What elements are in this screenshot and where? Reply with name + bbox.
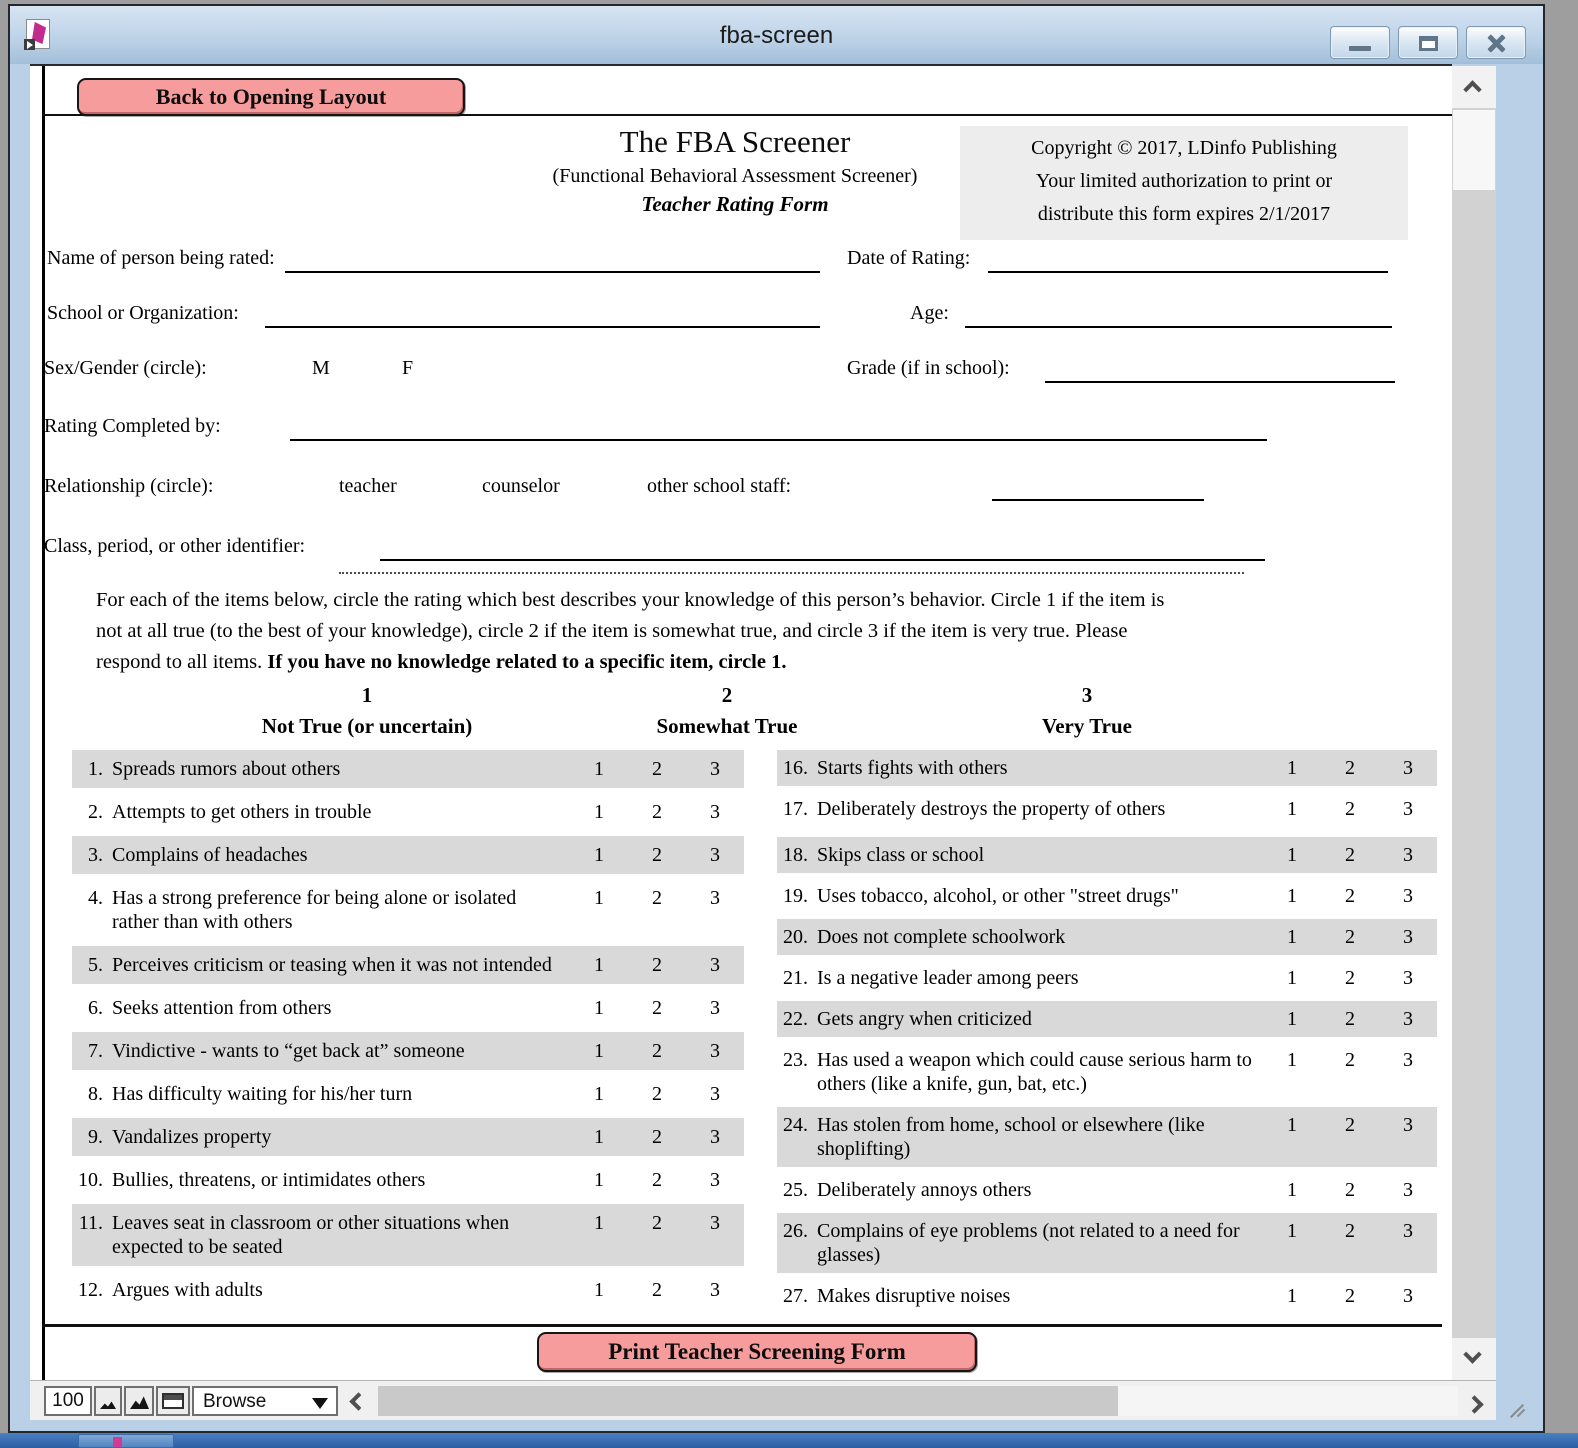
rating-1[interactable]: 1 bbox=[1287, 757, 1297, 779]
vertical-scrollbar[interactable] bbox=[1452, 66, 1496, 1380]
rating-1[interactable]: 1 bbox=[594, 954, 604, 976]
class-identifier-field-line[interactable] bbox=[380, 535, 1265, 561]
item-number: 9. bbox=[88, 1126, 103, 1148]
rating-3[interactable]: 3 bbox=[710, 1083, 720, 1105]
rating-3[interactable]: 3 bbox=[710, 997, 720, 1019]
relationship-option-other[interactable]: other school staff: bbox=[647, 475, 792, 497]
rating-1[interactable]: 1 bbox=[594, 1126, 604, 1148]
grade-label: Grade (if in school): bbox=[847, 357, 1010, 379]
rating-2[interactable]: 2 bbox=[652, 758, 662, 780]
rating-1[interactable]: 1 bbox=[1287, 844, 1297, 866]
completed-by-field-line[interactable] bbox=[290, 415, 1267, 441]
mode-dropdown[interactable] bbox=[192, 1386, 338, 1416]
rating-1[interactable]: 1 bbox=[594, 758, 604, 780]
instructions-line3: respond to all items. If you have no knowledge related to a specific item, circle 1. bbox=[96, 651, 787, 673]
rating-1[interactable]: 1 bbox=[1287, 1179, 1297, 1201]
rating-3[interactable]: 3 bbox=[1403, 1285, 1413, 1307]
rating-2[interactable]: 2 bbox=[1345, 926, 1355, 948]
item-row-10 bbox=[72, 1161, 744, 1199]
item-text: Seeks attention from others bbox=[112, 997, 332, 1019]
row-sex-grade bbox=[30, 357, 1452, 387]
rating-1[interactable]: 1 bbox=[1287, 1049, 1297, 1071]
grade-field-line[interactable] bbox=[1045, 357, 1395, 383]
item-number: 25. bbox=[783, 1179, 808, 1201]
zoom-out-button[interactable] bbox=[94, 1386, 122, 1416]
rating-1[interactable]: 1 bbox=[1287, 1220, 1297, 1242]
item-number: 22. bbox=[783, 1008, 808, 1030]
chevron-up-icon bbox=[1463, 80, 1481, 98]
rating-3[interactable]: 3 bbox=[710, 801, 720, 823]
item-number: 17. bbox=[783, 798, 808, 820]
rating-2[interactable]: 2 bbox=[652, 997, 662, 1019]
rating-2[interactable]: 2 bbox=[1345, 1285, 1355, 1307]
rating-2[interactable]: 2 bbox=[1345, 967, 1355, 989]
name-label: Name of person being rated: bbox=[47, 247, 275, 269]
item-number: 20. bbox=[783, 926, 808, 948]
item-row-24 bbox=[777, 1107, 1437, 1167]
scale-value-1: 1 bbox=[361, 683, 373, 707]
item-text: Has stolen from home, school or elsewhere (like shoplifting) bbox=[817, 1114, 1205, 1160]
item-number: 26. bbox=[783, 1220, 808, 1242]
item-text: Vindictive - wants to “get back at” someone bbox=[112, 1040, 465, 1062]
item-row-8 bbox=[72, 1075, 744, 1113]
item-row-11 bbox=[72, 1204, 744, 1266]
item-text: Spreads rumors about others bbox=[112, 758, 341, 780]
item-text: Complains of eye problems (not related to a need for glasses) bbox=[817, 1220, 1240, 1266]
item-row-20 bbox=[777, 919, 1437, 955]
item-text: Gets angry when criticized bbox=[817, 1008, 1032, 1030]
rating-1[interactable]: 1 bbox=[594, 1040, 604, 1062]
status-bar bbox=[30, 1380, 1496, 1420]
rating-2[interactable]: 2 bbox=[1345, 757, 1355, 779]
rating-3[interactable]: 3 bbox=[710, 758, 720, 780]
item-number: 21. bbox=[783, 967, 808, 989]
chevron-down-icon bbox=[1463, 1345, 1481, 1363]
row-class-identifier bbox=[30, 535, 1452, 565]
item-text: Complains of headaches bbox=[112, 844, 308, 866]
item-text: Deliberately destroys the property of others bbox=[817, 798, 1166, 820]
rating-3[interactable]: 3 bbox=[710, 1169, 720, 1191]
item-row-17 bbox=[777, 791, 1437, 827]
rating-3[interactable]: 3 bbox=[710, 887, 720, 909]
rating-3[interactable]: 3 bbox=[1403, 1008, 1413, 1030]
scale-value-2: 2 bbox=[721, 683, 733, 707]
rating-3[interactable]: 3 bbox=[710, 954, 720, 976]
relationship-option-teacher[interactable]: teacher bbox=[339, 475, 397, 497]
item-row-25 bbox=[777, 1172, 1437, 1208]
relationship-other-field-line[interactable] bbox=[992, 475, 1204, 501]
item-text: Does not complete schoolwork bbox=[817, 926, 1066, 948]
item-row-26 bbox=[777, 1213, 1437, 1273]
rating-1[interactable]: 1 bbox=[1287, 1285, 1297, 1307]
taskbar-app-icon bbox=[113, 1437, 122, 1447]
rating-2[interactable]: 2 bbox=[1345, 798, 1355, 820]
item-number: 27. bbox=[783, 1285, 808, 1307]
rating-2[interactable]: 2 bbox=[1345, 1179, 1355, 1201]
rating-2[interactable]: 2 bbox=[652, 1169, 662, 1191]
rating-3[interactable]: 3 bbox=[1403, 926, 1413, 948]
horizontal-scrollbar-thumb[interactable] bbox=[378, 1386, 1118, 1416]
rating-1[interactable]: 1 bbox=[594, 801, 604, 823]
window-title: fba-screen bbox=[719, 22, 834, 49]
rating-2[interactable]: 2 bbox=[652, 1126, 662, 1148]
item-row-16 bbox=[777, 750, 1437, 786]
rating-3[interactable]: 3 bbox=[710, 1126, 720, 1148]
item-number: 18. bbox=[783, 844, 808, 866]
scale-label-not-true: Not True (or uncertain) bbox=[261, 714, 473, 738]
item-row-18 bbox=[777, 837, 1437, 873]
row-name-date bbox=[30, 247, 1452, 277]
layout-mode-button[interactable] bbox=[156, 1386, 190, 1416]
scale-label-somewhat-true: Somewhat True bbox=[656, 714, 798, 738]
item-number: 4. bbox=[88, 887, 103, 909]
copyright-line2: Your limited authorization to print or bbox=[1035, 170, 1333, 192]
item-row-1 bbox=[72, 750, 744, 788]
sex-option-m[interactable]: M bbox=[312, 357, 330, 379]
item-text: Makes disruptive noises bbox=[817, 1285, 1011, 1307]
copyright-line1: Copyright © 2017, LDinfo Publishing bbox=[1031, 137, 1337, 159]
instructions-line1: For each of the items below, circle the rating which best describes your knowledge of this person’s behavior. Circle 1 if the item is bbox=[96, 589, 1165, 611]
age-label: Age: bbox=[910, 302, 949, 324]
item-row-7 bbox=[72, 1032, 744, 1070]
item-text: Attempts to get others in trouble bbox=[112, 801, 372, 823]
scroll-down-button[interactable] bbox=[1452, 1338, 1496, 1380]
rating-1[interactable]: 1 bbox=[1287, 967, 1297, 989]
item-text: Skips class or school bbox=[817, 844, 985, 866]
item-text: Bullies, threatens, or intimidates others bbox=[112, 1169, 426, 1191]
item-row-12 bbox=[72, 1271, 744, 1309]
school-label: School or Organization: bbox=[47, 302, 239, 324]
relationship-option-counselor[interactable]: counselor bbox=[482, 475, 560, 497]
item-number: 1. bbox=[88, 758, 103, 780]
chevron-right-icon bbox=[1465, 1395, 1483, 1413]
rating-1[interactable]: 1 bbox=[594, 887, 604, 909]
item-text: Perceives criticism or teasing when it was not intended bbox=[112, 954, 552, 976]
maximize-button[interactable] bbox=[1398, 26, 1458, 59]
form-subtitle: (Functional Behavioral Assessment Screener) bbox=[552, 165, 918, 187]
item-row-23 bbox=[777, 1042, 1437, 1102]
rating-2[interactable]: 2 bbox=[652, 1212, 662, 1234]
form-title: The FBA Screener bbox=[619, 124, 851, 159]
scroll-left-button[interactable] bbox=[344, 1386, 374, 1416]
item-row-4 bbox=[72, 879, 744, 941]
item-number: 11. bbox=[78, 1212, 103, 1234]
rating-2[interactable]: 2 bbox=[652, 954, 662, 976]
items-column-left bbox=[72, 750, 744, 1314]
rating-3[interactable]: 3 bbox=[1403, 798, 1413, 820]
item-row-6 bbox=[72, 989, 744, 1027]
print-teacher-screening-form-button[interactable]: Print Teacher Screening Form bbox=[537, 1332, 977, 1372]
rating-3[interactable]: 3 bbox=[710, 1212, 720, 1234]
taskbar-app-button[interactable] bbox=[78, 1434, 174, 1448]
rating-2[interactable]: 2 bbox=[652, 844, 662, 866]
item-row-9 bbox=[72, 1118, 744, 1156]
back-to-opening-layout-button[interactable]: Back to Opening Layout bbox=[77, 78, 465, 116]
age-field-line[interactable] bbox=[965, 302, 1392, 328]
instructions bbox=[96, 585, 1376, 678]
rating-1[interactable]: 1 bbox=[594, 1279, 604, 1301]
rating-1[interactable]: 1 bbox=[594, 1169, 604, 1191]
copyright-line3: distribute this form expires 2/1/2017 bbox=[1037, 203, 1331, 225]
item-text: Argues with adults bbox=[112, 1279, 263, 1301]
item-row-19 bbox=[777, 878, 1437, 914]
completed-by-label: Rating Completed by: bbox=[44, 415, 221, 437]
rating-1[interactable]: 1 bbox=[594, 997, 604, 1019]
item-number: 2. bbox=[88, 801, 103, 823]
rating-1[interactable]: 1 bbox=[1287, 1114, 1297, 1136]
item-number: 23. bbox=[783, 1049, 808, 1071]
rating-3[interactable]: 3 bbox=[1403, 757, 1413, 779]
item-text: Has difficulty waiting for his/her turn bbox=[112, 1083, 413, 1105]
item-number: 6. bbox=[88, 997, 103, 1019]
resize-grip[interactable] bbox=[1506, 1398, 1528, 1418]
row-school-age bbox=[30, 302, 1452, 332]
layout-icon bbox=[162, 1393, 184, 1409]
close-button[interactable] bbox=[1466, 26, 1526, 59]
rating-1[interactable]: 1 bbox=[594, 844, 604, 866]
copyright-box bbox=[960, 126, 1408, 240]
school-field-line[interactable] bbox=[265, 302, 820, 328]
item-number: 5. bbox=[88, 954, 103, 976]
item-number: 24. bbox=[783, 1114, 808, 1136]
title-bar[interactable] bbox=[10, 6, 1543, 64]
rating-2[interactable]: 2 bbox=[652, 1040, 662, 1062]
item-text: Leaves seat in classroom or other situations when expected to be seated bbox=[112, 1212, 510, 1258]
rating-1[interactable]: 1 bbox=[594, 1212, 604, 1234]
sex-option-f[interactable]: F bbox=[402, 357, 414, 379]
rating-3[interactable]: 3 bbox=[710, 1040, 720, 1062]
form-page bbox=[30, 64, 1452, 1380]
item-text: Starts fights with others bbox=[817, 757, 1008, 779]
rating-3[interactable]: 3 bbox=[1403, 1179, 1413, 1201]
scroll-up-button[interactable] bbox=[1452, 66, 1496, 108]
item-number: 19. bbox=[783, 885, 808, 907]
rating-1[interactable]: 1 bbox=[1287, 885, 1297, 907]
item-text: Has a strong preference for being alone or isolated rather than with others bbox=[112, 887, 517, 933]
rating-3[interactable]: 3 bbox=[1403, 885, 1413, 907]
rating-2[interactable]: 2 bbox=[652, 1279, 662, 1301]
vertical-scrollbar-thumb[interactable] bbox=[1453, 110, 1495, 190]
rating-3[interactable]: 3 bbox=[710, 1279, 720, 1301]
zoom-in-icon bbox=[130, 1395, 149, 1409]
item-row-5 bbox=[72, 946, 744, 984]
item-number: 10. bbox=[78, 1169, 103, 1191]
item-number: 7. bbox=[88, 1040, 103, 1062]
rating-2[interactable]: 2 bbox=[1345, 844, 1355, 866]
rating-1[interactable]: 1 bbox=[594, 1083, 604, 1105]
item-row-21 bbox=[777, 960, 1437, 996]
dropdown-arrow-icon bbox=[312, 1398, 328, 1409]
item-row-27 bbox=[777, 1278, 1437, 1314]
rating-2[interactable]: 2 bbox=[652, 887, 662, 909]
chevron-left-icon bbox=[349, 1392, 367, 1410]
item-number: 12. bbox=[78, 1279, 103, 1301]
item-text: Has used a weapon which could cause serious harm to others (like a knife, gun, bat, etc.) bbox=[817, 1049, 1252, 1095]
scale-label-very-true: Very True bbox=[1041, 714, 1133, 738]
rating-3[interactable]: 3 bbox=[710, 844, 720, 866]
minimize-button[interactable] bbox=[1330, 26, 1390, 59]
class-identifier-label: Class, period, or other identifier: bbox=[44, 535, 306, 557]
rating-2[interactable]: 2 bbox=[652, 801, 662, 823]
item-text: Uses tobacco, alcohol, or other "street drugs" bbox=[817, 885, 1179, 907]
mode-label: Browse bbox=[203, 1391, 267, 1412]
minimize-icon bbox=[1349, 46, 1371, 51]
instructions-line2: not at all true (to the best of your knowledge), circle 2 if the item is somewhat true, and circle 3 if the item is very true. Please bbox=[96, 620, 1128, 642]
zoom-level-box[interactable]: 100 bbox=[44, 1386, 92, 1416]
rating-1[interactable]: 1 bbox=[1287, 798, 1297, 820]
form-type: Teacher Rating Form bbox=[641, 192, 829, 216]
row-completed-by bbox=[30, 415, 1452, 445]
rating-1[interactable]: 1 bbox=[1287, 926, 1297, 948]
item-text: Deliberately annoys others bbox=[817, 1179, 1032, 1201]
rating-2[interactable]: 2 bbox=[1345, 1114, 1355, 1136]
item-row-3 bbox=[72, 836, 744, 874]
dotted-divider bbox=[339, 571, 1244, 574]
date-field-line[interactable] bbox=[988, 247, 1388, 273]
items-column-right bbox=[777, 750, 1437, 1319]
name-field-line[interactable] bbox=[285, 247, 820, 273]
rating-2[interactable]: 2 bbox=[652, 1083, 662, 1105]
scroll-right-button[interactable] bbox=[1464, 1389, 1492, 1417]
scale-value-3: 3 bbox=[1081, 683, 1093, 707]
horizontal-scrollbar[interactable] bbox=[378, 1386, 1458, 1416]
rating-2[interactable]: 2 bbox=[1345, 885, 1355, 907]
rating-2[interactable]: 2 bbox=[1345, 1049, 1355, 1071]
relationship-label: Relationship (circle): bbox=[44, 475, 214, 497]
rating-1[interactable]: 1 bbox=[1287, 1008, 1297, 1030]
item-number: 16. bbox=[783, 757, 808, 779]
sex-gender-label: Sex/Gender (circle): bbox=[44, 357, 207, 379]
rating-3[interactable]: 3 bbox=[1403, 1114, 1413, 1136]
item-text: Is a negative leader among peers bbox=[817, 967, 1079, 989]
item-number: 8. bbox=[88, 1083, 103, 1105]
maximize-icon bbox=[1419, 36, 1438, 51]
zoom-in-button[interactable] bbox=[124, 1386, 154, 1416]
taskbar[interactable] bbox=[0, 1433, 1578, 1448]
app-window bbox=[8, 4, 1545, 1433]
rating-2[interactable]: 2 bbox=[1345, 1008, 1355, 1030]
item-number: 3. bbox=[88, 844, 103, 866]
item-row-2 bbox=[72, 793, 744, 831]
row-relationship bbox=[30, 475, 1452, 505]
rating-3[interactable]: 3 bbox=[1403, 1049, 1413, 1071]
item-row-22 bbox=[777, 1001, 1437, 1037]
item-text: Vandalizes property bbox=[112, 1126, 272, 1148]
rating-3[interactable]: 3 bbox=[1403, 1220, 1413, 1242]
rating-3[interactable]: 3 bbox=[1403, 844, 1413, 866]
zoom-out-icon bbox=[100, 1399, 116, 1409]
rating-3[interactable]: 3 bbox=[1403, 967, 1413, 989]
rating-2[interactable]: 2 bbox=[1345, 1220, 1355, 1242]
footer-divider-line bbox=[42, 1324, 1442, 1327]
date-of-rating-label: Date of Rating: bbox=[847, 247, 971, 269]
